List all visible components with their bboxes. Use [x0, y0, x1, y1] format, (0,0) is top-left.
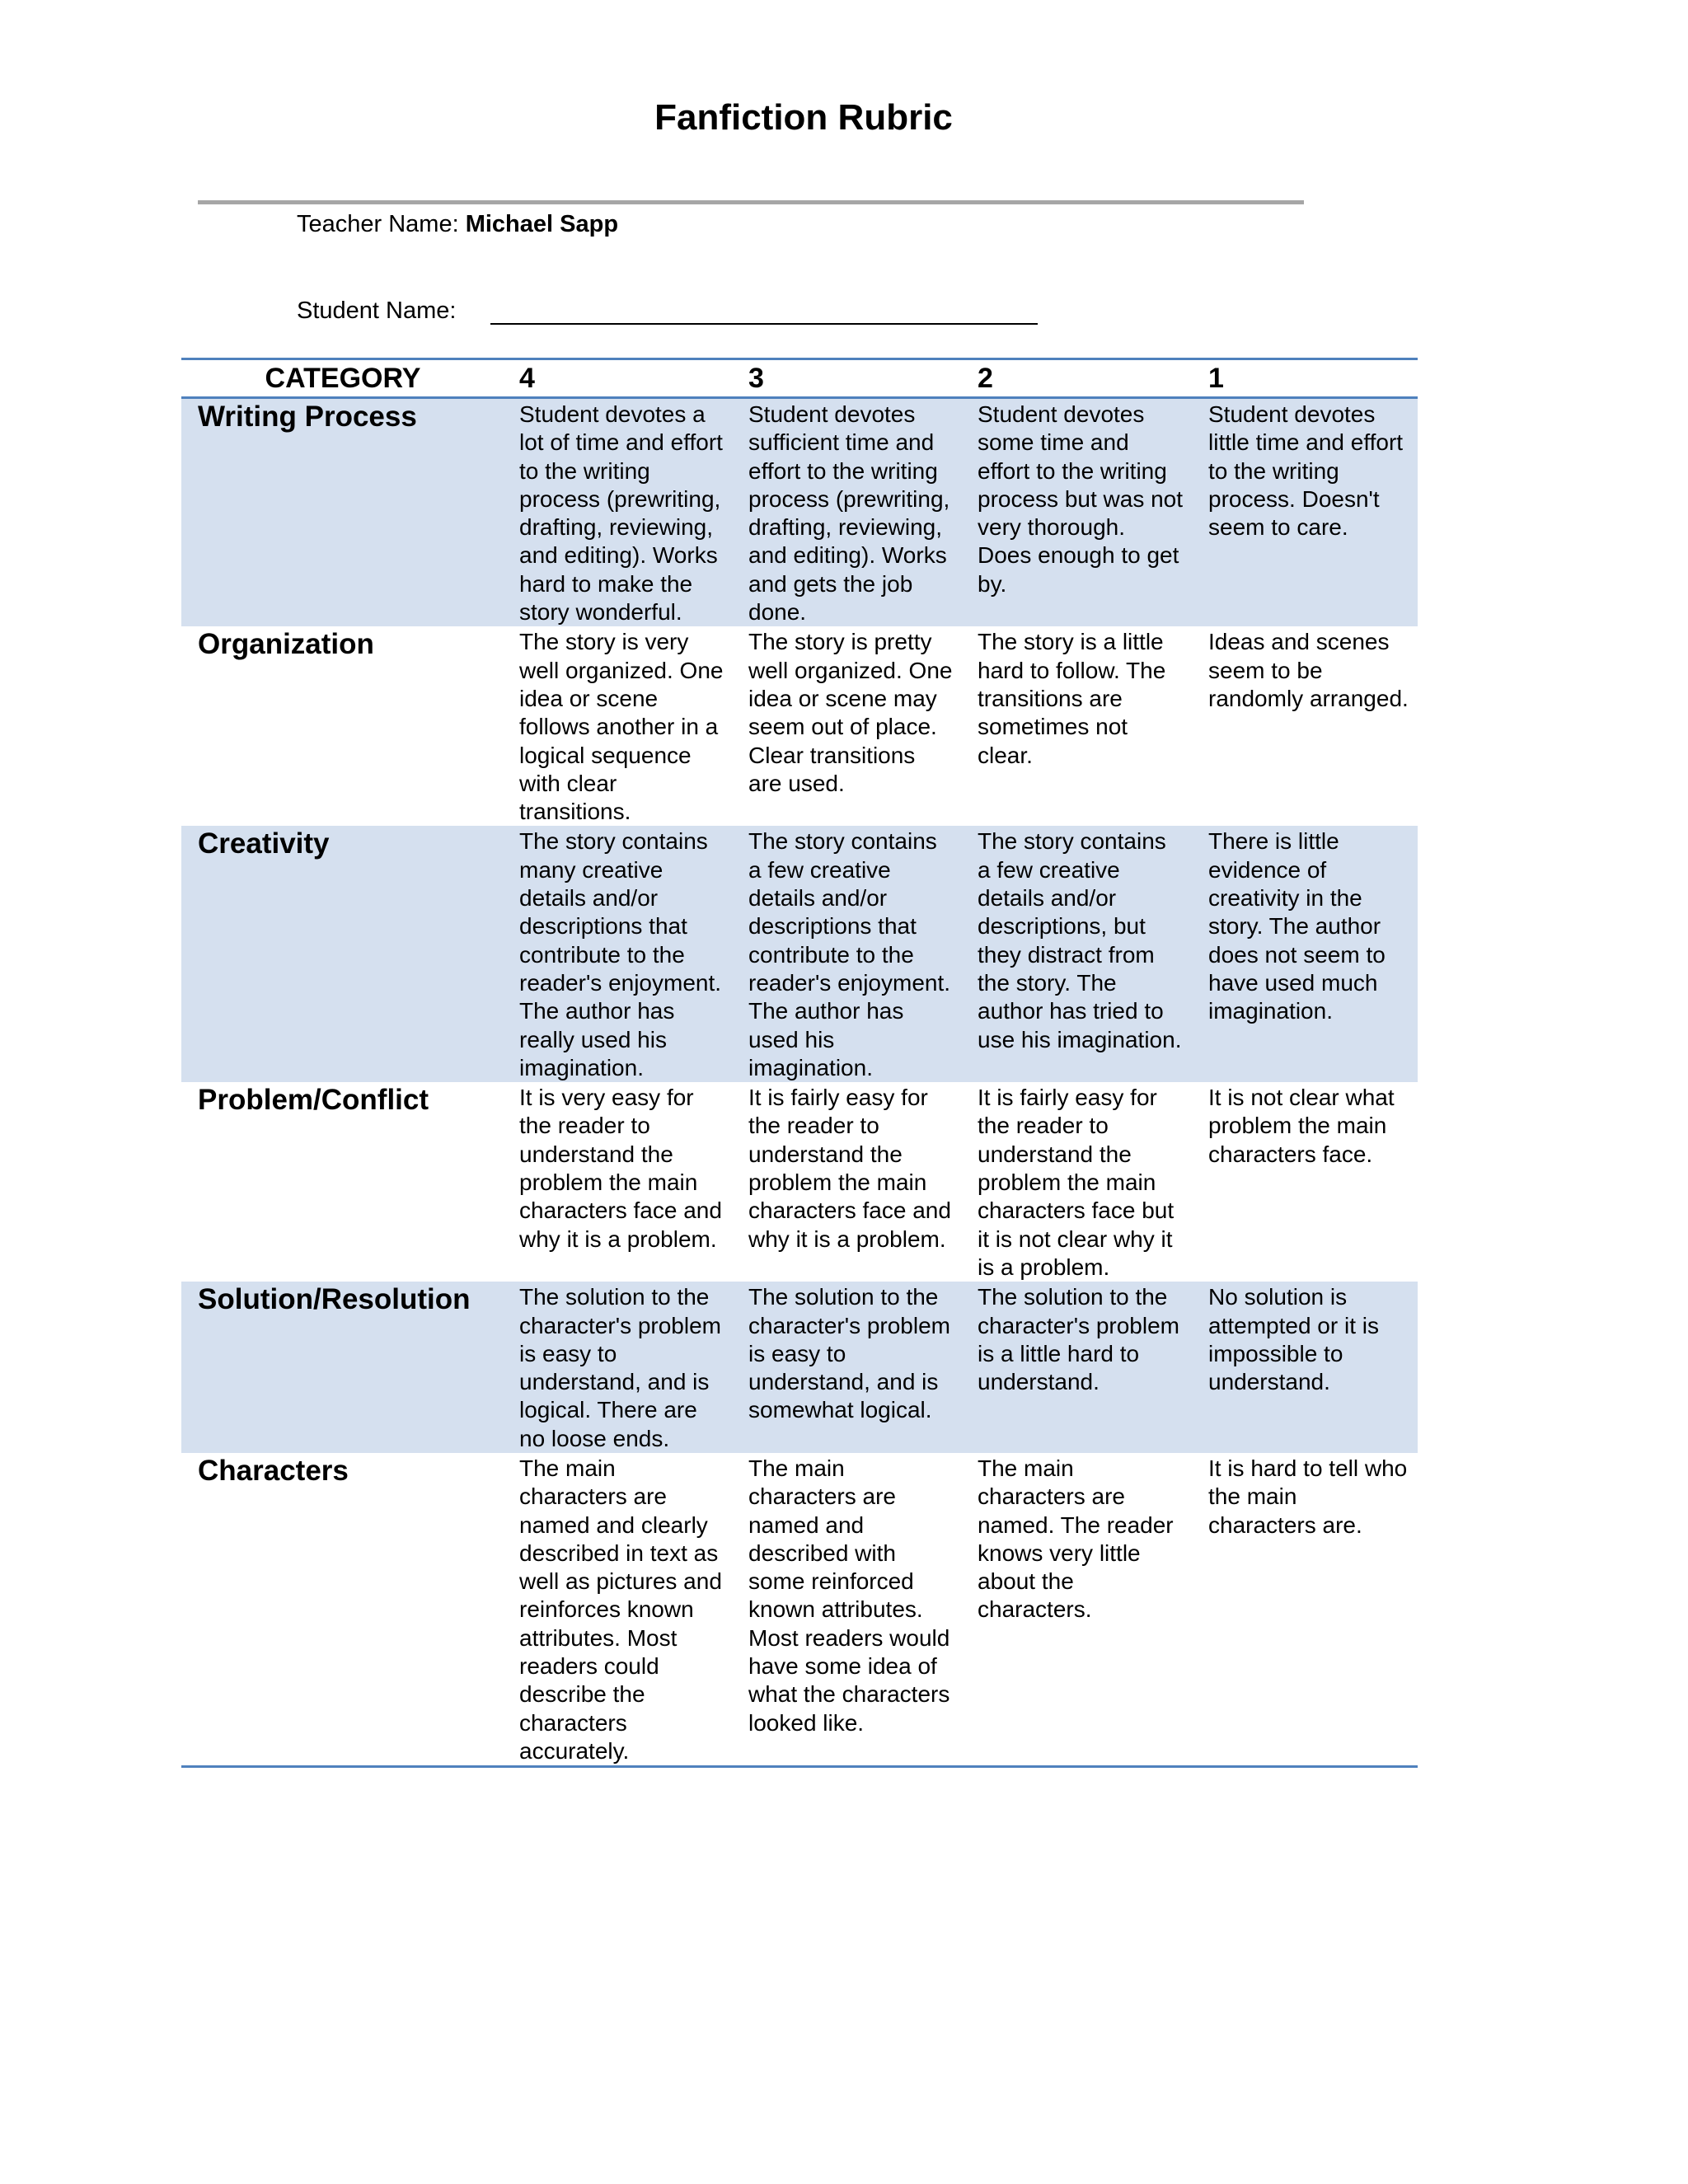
- header-divider: [198, 200, 1304, 204]
- score-cell: It is hard to tell who the main characters are.: [1193, 1453, 1418, 1767]
- category-cell: Solution/Resolution: [181, 1282, 504, 1453]
- score-cell: The main characters are named. The reader knows very little about the characters.: [963, 1453, 1193, 1767]
- teacher-name-line: [297, 211, 618, 238]
- score-cell: Student devotes a lot of time and effort to the writing process (prewriting, drafting, reviewing, and editing). Works hard to make the story wonderful.: [504, 398, 734, 627]
- table-row: [181, 1082, 1418, 1282]
- score-cell: The solution to the character's problem is a little hard to understand.: [963, 1282, 1193, 1453]
- category-cell: Organization: [198, 628, 374, 661]
- score-cell: The main characters are named and clearly described in text as well as pictures and reinforces known attributes. Most readers could describe the characters accurately.: [504, 1453, 734, 1767]
- header-row: [181, 359, 1418, 398]
- teacher-name-label: Teacher Name:: [297, 211, 459, 237]
- score-cell: Student devotes some time and effort to the writing process but was not very thorough. Does enough to get by.: [963, 398, 1193, 627]
- score-cell: No solution is attempted or it is impossible to understand.: [1193, 1282, 1418, 1453]
- page-title: Fanfiction Rubric: [654, 97, 953, 138]
- teacher-name-value: Michael Sapp: [465, 211, 619, 237]
- score-cell: The story is a little hard to follow. The transitions are sometimes not clear.: [978, 629, 1166, 768]
- student-name-line: [297, 297, 1038, 325]
- table-row: [181, 398, 1418, 627]
- header-category: CATEGORY: [181, 359, 504, 398]
- score-cell: It is fairly easy for the reader to understand the problem the main characters face and why it is a problem.: [748, 1085, 951, 1252]
- score-cell: The solution to the character's problem is easy to understand, and is somewhat logical.: [734, 1282, 963, 1453]
- table-row: [181, 826, 1418, 1082]
- score-cell: It is very easy for the reader to understand the problem the main characters face and why it is a problem.: [519, 1085, 722, 1252]
- category-cell: Problem/Conflict: [198, 1084, 429, 1117]
- header-score-1: 1: [1193, 359, 1418, 398]
- score-cell: The story is very well organized. One idea or scene follows another in a logical sequence with clear transitions.: [519, 629, 724, 825]
- table-row: [181, 626, 1418, 826]
- header-score-2: 2: [963, 359, 1193, 398]
- score-cell: It is fairly easy for the reader to understand the problem the main characters face but it is not clear why it is a problem.: [978, 1085, 1175, 1280]
- header-score-3: 3: [734, 359, 963, 398]
- student-name-blank[interactable]: [490, 297, 1038, 325]
- table-row: [181, 1453, 1418, 1767]
- score-cell: The story is pretty well organized. One idea or scene may seem out of place. Clear transitions are used.: [748, 629, 953, 796]
- student-name-label: Student Name:: [297, 298, 457, 324]
- category-cell: Creativity: [181, 826, 504, 1082]
- score-cell: The main characters are named and described with some reinforced known attributes. Most readers would have some idea of what the characters looked like.: [734, 1453, 963, 1767]
- score-cell: Student devotes sufficient time and effort to the writing process (prewriting, drafting, reviewing, and editing). Works and gets the job done.: [734, 398, 963, 627]
- score-cell: There is little evidence of creativity in the story. The author does not seem to have used much imagination.: [1193, 826, 1418, 1082]
- score-cell: The story contains many creative details and/or descriptions that contribute to the reader's enjoyment. The author has really used his imagination.: [504, 826, 734, 1082]
- header-score-4: 4: [504, 359, 734, 398]
- score-cell: Student devotes little time and effort to the writing process. Doesn't seem to care.: [1193, 398, 1418, 627]
- rubric-table: [181, 358, 1418, 1768]
- score-cell: It is not clear what problem the main characters face.: [1208, 1085, 1395, 1167]
- category-cell: Characters: [181, 1453, 504, 1767]
- category-cell: Writing Process: [181, 398, 504, 627]
- score-cell: Ideas and scenes seem to be randomly arranged.: [1208, 629, 1409, 711]
- score-cell: The story contains a few creative details and/or descriptions, but they distract from the story. The author has tried to use his imagination.: [963, 826, 1193, 1082]
- table-row: [181, 1282, 1418, 1453]
- score-cell: The story contains a few creative details and/or descriptions that contribute to the reader's enjoyment. The author has used his imagination.: [734, 826, 963, 1082]
- score-cell: The solution to the character's problem is easy to understand, and is logical. There are no loose ends.: [504, 1282, 734, 1453]
